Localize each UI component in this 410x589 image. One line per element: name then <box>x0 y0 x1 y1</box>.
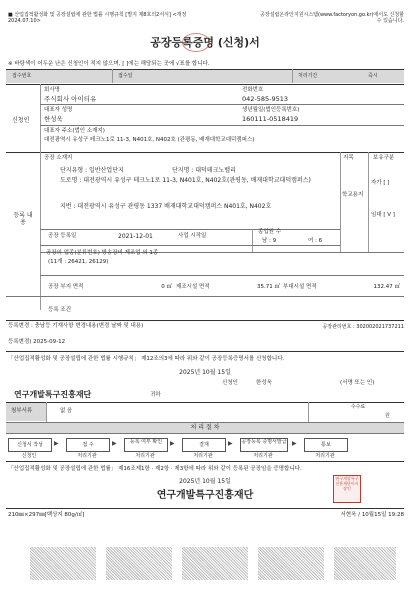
page-title: 공장등록증명 (신청)서 <box>150 36 260 49</box>
process-step-issue: 공장등록 증명서발급 <box>240 438 288 452</box>
birth-label: 생년월일(법인등록번호) <box>242 107 300 113</box>
official-seal: 연구개발특구진흥재단이사장인 <box>333 475 361 503</box>
aux-area-label: 부대시설 면적 <box>283 284 317 290</box>
company-label: 회사명 <box>44 87 60 93</box>
process-title: 처 리 절 차 <box>6 423 404 433</box>
certificate-date: 2025년 10월 15일 <box>179 478 231 485</box>
period-label: 처리기간 <box>298 73 318 79</box>
issuer-stamp-time: 서현욱 / 10월15일 19:28 <box>340 512 404 518</box>
fee-label: 수수료 <box>350 404 366 410</box>
phone-label: 전화번호 <box>242 87 264 93</box>
rep-value: 한성욱 <box>44 115 63 123</box>
law-reference: ■ 산업집적활성화 및 공장설립에 관한 법률 시행규칙 [별지 제8호의2서식] <개정 2024.07.10> <box>8 12 187 24</box>
mfg-area-value: 35.71 ㎡ <box>257 284 280 290</box>
receipt-date-label: 접수일 <box>118 73 133 79</box>
reg-date-value: 2021-12-01 <box>118 233 153 240</box>
land-type-value: 학교용지 <box>342 192 364 198</box>
site-area-label: 공장 부지 면적 <box>48 284 84 290</box>
attachments-label: 첨부서류 <box>11 408 33 414</box>
reg-date-label: 공장 등록일 <box>48 233 77 239</box>
applicant-sign-name: 한성욱 <box>256 380 272 386</box>
registration-change-date: 등록변경) 2025-09-12 <box>8 339 66 345</box>
process-role: 처리기관 <box>77 453 97 459</box>
process-role: 처리기관 <box>253 453 273 459</box>
land-type-label: 지목 <box>343 155 354 161</box>
declaration-date: 2025년 10월 15일 <box>179 369 231 376</box>
birth-value: 160111-0518419 <box>242 115 299 123</box>
process-role: 처리기관 <box>315 453 335 459</box>
address-value: 대전광역시 유성구 테크노1로 11-3, N401호, N402호 (관평동, 배재대학교대덕캠퍼스) <box>44 137 255 143</box>
complex-type: 단지유형 : 일반산업단지 <box>60 167 124 174</box>
online-site-note: 공장설립온라인지원시스템(www.factoryon.go.kr)에서도 신청할 수 있습니다. <box>260 12 404 24</box>
factory-mgmt-number: 공장관리번호 : 302002021737211 <box>322 324 404 330</box>
security-pattern <box>258 547 324 580</box>
registration-section-label: 등록 내용 <box>13 212 33 226</box>
process-step-application: 신청서 작성 <box>8 438 52 452</box>
employee-label: 종업원 수 <box>258 229 282 235</box>
applicant-section-label: 신청인 <box>12 117 30 124</box>
address-label: 대표자 주소(법인 소재지) <box>44 128 105 134</box>
receipt-bar <box>6 69 404 83</box>
sign-or-seal-label: (서명 또는 인) <box>340 380 375 386</box>
ownership-label: 보유구분 <box>373 155 395 161</box>
process-step-approval: 결재 <box>182 438 226 452</box>
complex-name: 단지명 : 대덕테크노밸리 <box>172 167 236 174</box>
change-history-label: 등록변경 : 충남등 기재사항 변경내용(변경 날짜 및 내용) <box>8 323 144 329</box>
declaration-text: 「산업집적활성화 및 공장설립에 관한 법률 시행규칙」 제12조의3에 따라 위와 같이 공장등록증명서를 신청합니다. <box>8 356 285 362</box>
fee-unit: 원 <box>385 413 390 419</box>
paper-spec: 210㎜×297㎜[백상지 80g/㎡] <box>8 512 85 518</box>
process-role: 신청인 <box>21 453 37 459</box>
process-arrow-icon: ▶ <box>54 440 59 447</box>
aux-area-value: 132.47 ㎡ <box>373 284 400 290</box>
site-area-value: 0 ㎡ <box>161 284 172 290</box>
recipient-org: 연구개발특구진흥재단 <box>14 390 92 399</box>
op-start-label: 사업 시작일 <box>178 233 207 239</box>
process-arrow-icon: ▶ <box>292 440 297 447</box>
road-address: 도로명 : 대전광역시 유성구 테크노1로 11-3, N401호, N402호(관평동, 배재대학교대덕캠퍼스) <box>60 177 311 184</box>
process-arrow-icon: ▶ <box>112 440 117 447</box>
process-step-notify: 통보 <box>304 438 348 452</box>
conditions-label: 등록 조건 <box>48 307 72 313</box>
industry-label: 공장의 업종(분류번호) 방송장비 제조업 외 1종 <box>46 250 159 256</box>
instruction-note: ※ 바탕색이 어두운 난은 신청인이 적지 않으며, [ ]에는 해당되는 곳에 √표를 합니다. <box>8 61 210 67</box>
process-step-check: 등록 여부 확인 <box>124 438 168 452</box>
process-role: 처리기관 <box>193 453 213 459</box>
receipt-no-label: 접수번호 <box>12 73 32 79</box>
mfg-area-label: 제조시설 면적 <box>176 284 210 290</box>
process-arrow-icon: ▶ <box>170 440 175 447</box>
issuing-org: 연구개발특구진흥재단 <box>156 490 254 501</box>
process-step-receipt: 접 수 <box>66 438 110 452</box>
female-count: 여 : 6 <box>308 238 323 244</box>
own-checkbox: 자가 [ ] <box>371 180 390 186</box>
rent-checkbox: 임대 [ V ] <box>371 212 395 218</box>
applicant-sign-label: 신청인 <box>222 380 238 386</box>
lot-address: 지번 : 대전광역시 유성구 관평동 1337 배재대학교대덕캠퍼스 N401호, N402호 <box>60 203 272 210</box>
attachments-none: 없 음 <box>60 408 73 414</box>
male-count: 남 : 9 <box>262 238 277 244</box>
rep-label: 대표자 성명 <box>44 107 73 113</box>
location-label: 공장 소재지 <box>44 155 73 161</box>
industry-codes: (11개 : 26421, 26129) <box>48 259 109 265</box>
security-pattern <box>106 547 172 580</box>
recipient-honorific: 귀하 <box>150 392 161 398</box>
company-value: 주식회사 아이티유 <box>44 95 97 103</box>
process-arrow-icon: ▶ <box>228 440 233 447</box>
period-value: 즉시 <box>368 73 378 79</box>
security-pattern <box>30 547 96 580</box>
process-role: 처리기관 <box>135 453 155 459</box>
certificate-text: 「산업집적활성화 및 공장설립에 관한 법률」 제16조제1항 · 제2항 · 제3항에 따라 위와 같이 등록된 공장임을 증명합니다. <box>8 466 302 472</box>
title-stamp <box>182 33 210 52</box>
phone-value: 042-585-9513 <box>242 95 289 103</box>
security-pattern <box>182 547 248 580</box>
security-pattern <box>334 547 396 580</box>
